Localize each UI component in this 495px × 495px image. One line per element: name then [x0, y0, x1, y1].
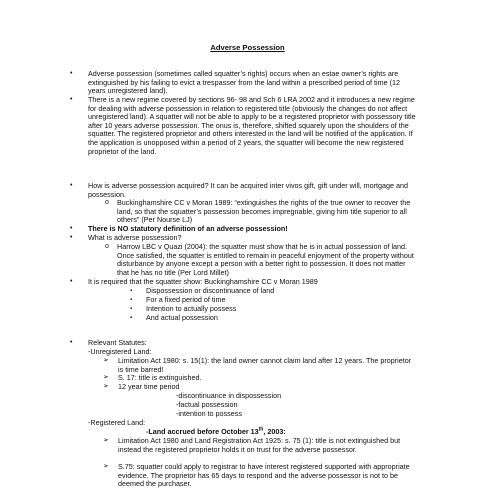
- bullet-icon: •: [70, 339, 73, 346]
- case-harrow-quazi: Harrow LBC v Quazi (2004): the squatter must show that he is in actual possession of land. Once satisfied, the squatter is entitled to remain in peaceful enjoyment of the property without disturbance by anyone except a person with a better right to possession. It does not matter that he has no title (Per Lord Millet): [117, 242, 414, 277]
- registered-item: S.75: squatter could apply to registrar to have interest registered supported with appropriate evidence. The proprietor has 65 days to respond and the adverse possessor is not to be deemed the purchaser.: [118, 462, 410, 489]
- paragraph-relevant-statutes: Relevant Statutes:: [88, 338, 147, 347]
- paragraph-no-definition: There is NO statutory definition of an adverse possession!: [88, 224, 288, 233]
- circle-bullet-icon: o: [105, 243, 109, 250]
- paragraph-what-is: What is adverse possession?: [88, 233, 182, 242]
- case-moran-quote: Buckinghamshire CC v Moran 1989: “extinguishes the rights of the true owner to recover the land, so that the squatter’s possession becomes impregnable, giving him title superior to all others” (Per Nourse LJ): [117, 198, 411, 225]
- square-bullet-icon: ▪: [130, 315, 133, 321]
- paragraph-requirements: It is required that the squatter show: Buckinghamshire CC v Moran 1989: [88, 277, 318, 286]
- unregistered-item: S. 17: title is extinguished.: [118, 373, 202, 382]
- time-period-subitem: -discontinuance in dispossession: [176, 391, 282, 400]
- bullet-icon: •: [70, 70, 73, 77]
- unregistered-item: Limitation Act 1980: s. 15(1): the land owner cannot claim land after 12 years. The proprietor is time barred!: [118, 356, 412, 374]
- time-period-subitem: -intention to possess: [176, 409, 242, 418]
- circle-bullet-icon: o: [105, 199, 109, 206]
- bullet-icon: •: [70, 96, 73, 103]
- document-title: Adverse Possession: [210, 43, 285, 52]
- paragraph-acquisition: How is adverse possession acquired? It can be acquired inter vivos gift, gift under will, mortgage and possession.: [88, 181, 409, 199]
- arrow-bullet-icon: ➢: [103, 383, 109, 390]
- bullet-icon: •: [70, 234, 73, 241]
- square-bullet-icon: ▪: [130, 297, 133, 303]
- time-period-subitem: -factual possession: [176, 400, 238, 409]
- unregistered-item: 12 year time period: [118, 382, 180, 391]
- requirement-item: And actual possession: [146, 313, 218, 322]
- paragraph-definition: Adverse possession (sometimes called squatter’s rights) occurs when an estae owner’s rights are extinguished by his failing to evict a trespasser from the land within a prescribed period of time (12 years unregistered land).: [88, 69, 401, 96]
- square-bullet-icon: ▪: [130, 288, 133, 294]
- bullet-icon: •: [70, 182, 73, 189]
- registered-land-date-heading: -Land accrued before October 13th, 2003:: [146, 426, 286, 436]
- unregistered-land-heading: -Unregistered Land:: [88, 347, 152, 356]
- bullet-icon: •: [70, 225, 73, 232]
- requirement-item: Dispossession or discontinuance of land: [146, 286, 275, 295]
- arrow-bullet-icon: ➢: [103, 463, 109, 470]
- arrow-bullet-icon: ➢: [103, 437, 109, 444]
- square-bullet-icon: ▪: [130, 306, 133, 312]
- requirement-item: Intention to actually possess: [146, 304, 237, 313]
- registered-land-heading: -Registered Land:: [88, 418, 146, 427]
- bullet-icon: •: [70, 278, 73, 285]
- paragraph-new-regime: There is a new regime covered by sections 96- 98 and Sch 6 LRA 2002 and it introduces a new regime for dealing with adverse possession in relation to registered title (obviously the changes do not affect unregistered land). A squatter will not be able to apply to be a registered proprietor with possessory title after 10 years adverse possession. The onus is, therefore, shifted squarely upon the shoulders of the squatter. The registered proprietor and others interested in the land will be notified of the application. If the application is unopposed within a period of 2 years, the squatter will become the new registered proprietor of the land.: [88, 95, 416, 156]
- arrow-bullet-icon: ➢: [103, 357, 109, 364]
- requirement-item: For a fixed period of time: [146, 295, 226, 304]
- registered-item: Limitation Act 1980 and Land Registration Act 1925: s. 75 (1): title is not extinguished but instead the registered proprietor holds it on trust for the adverse possessor.: [118, 436, 401, 454]
- arrow-bullet-icon: ➢: [103, 374, 109, 381]
